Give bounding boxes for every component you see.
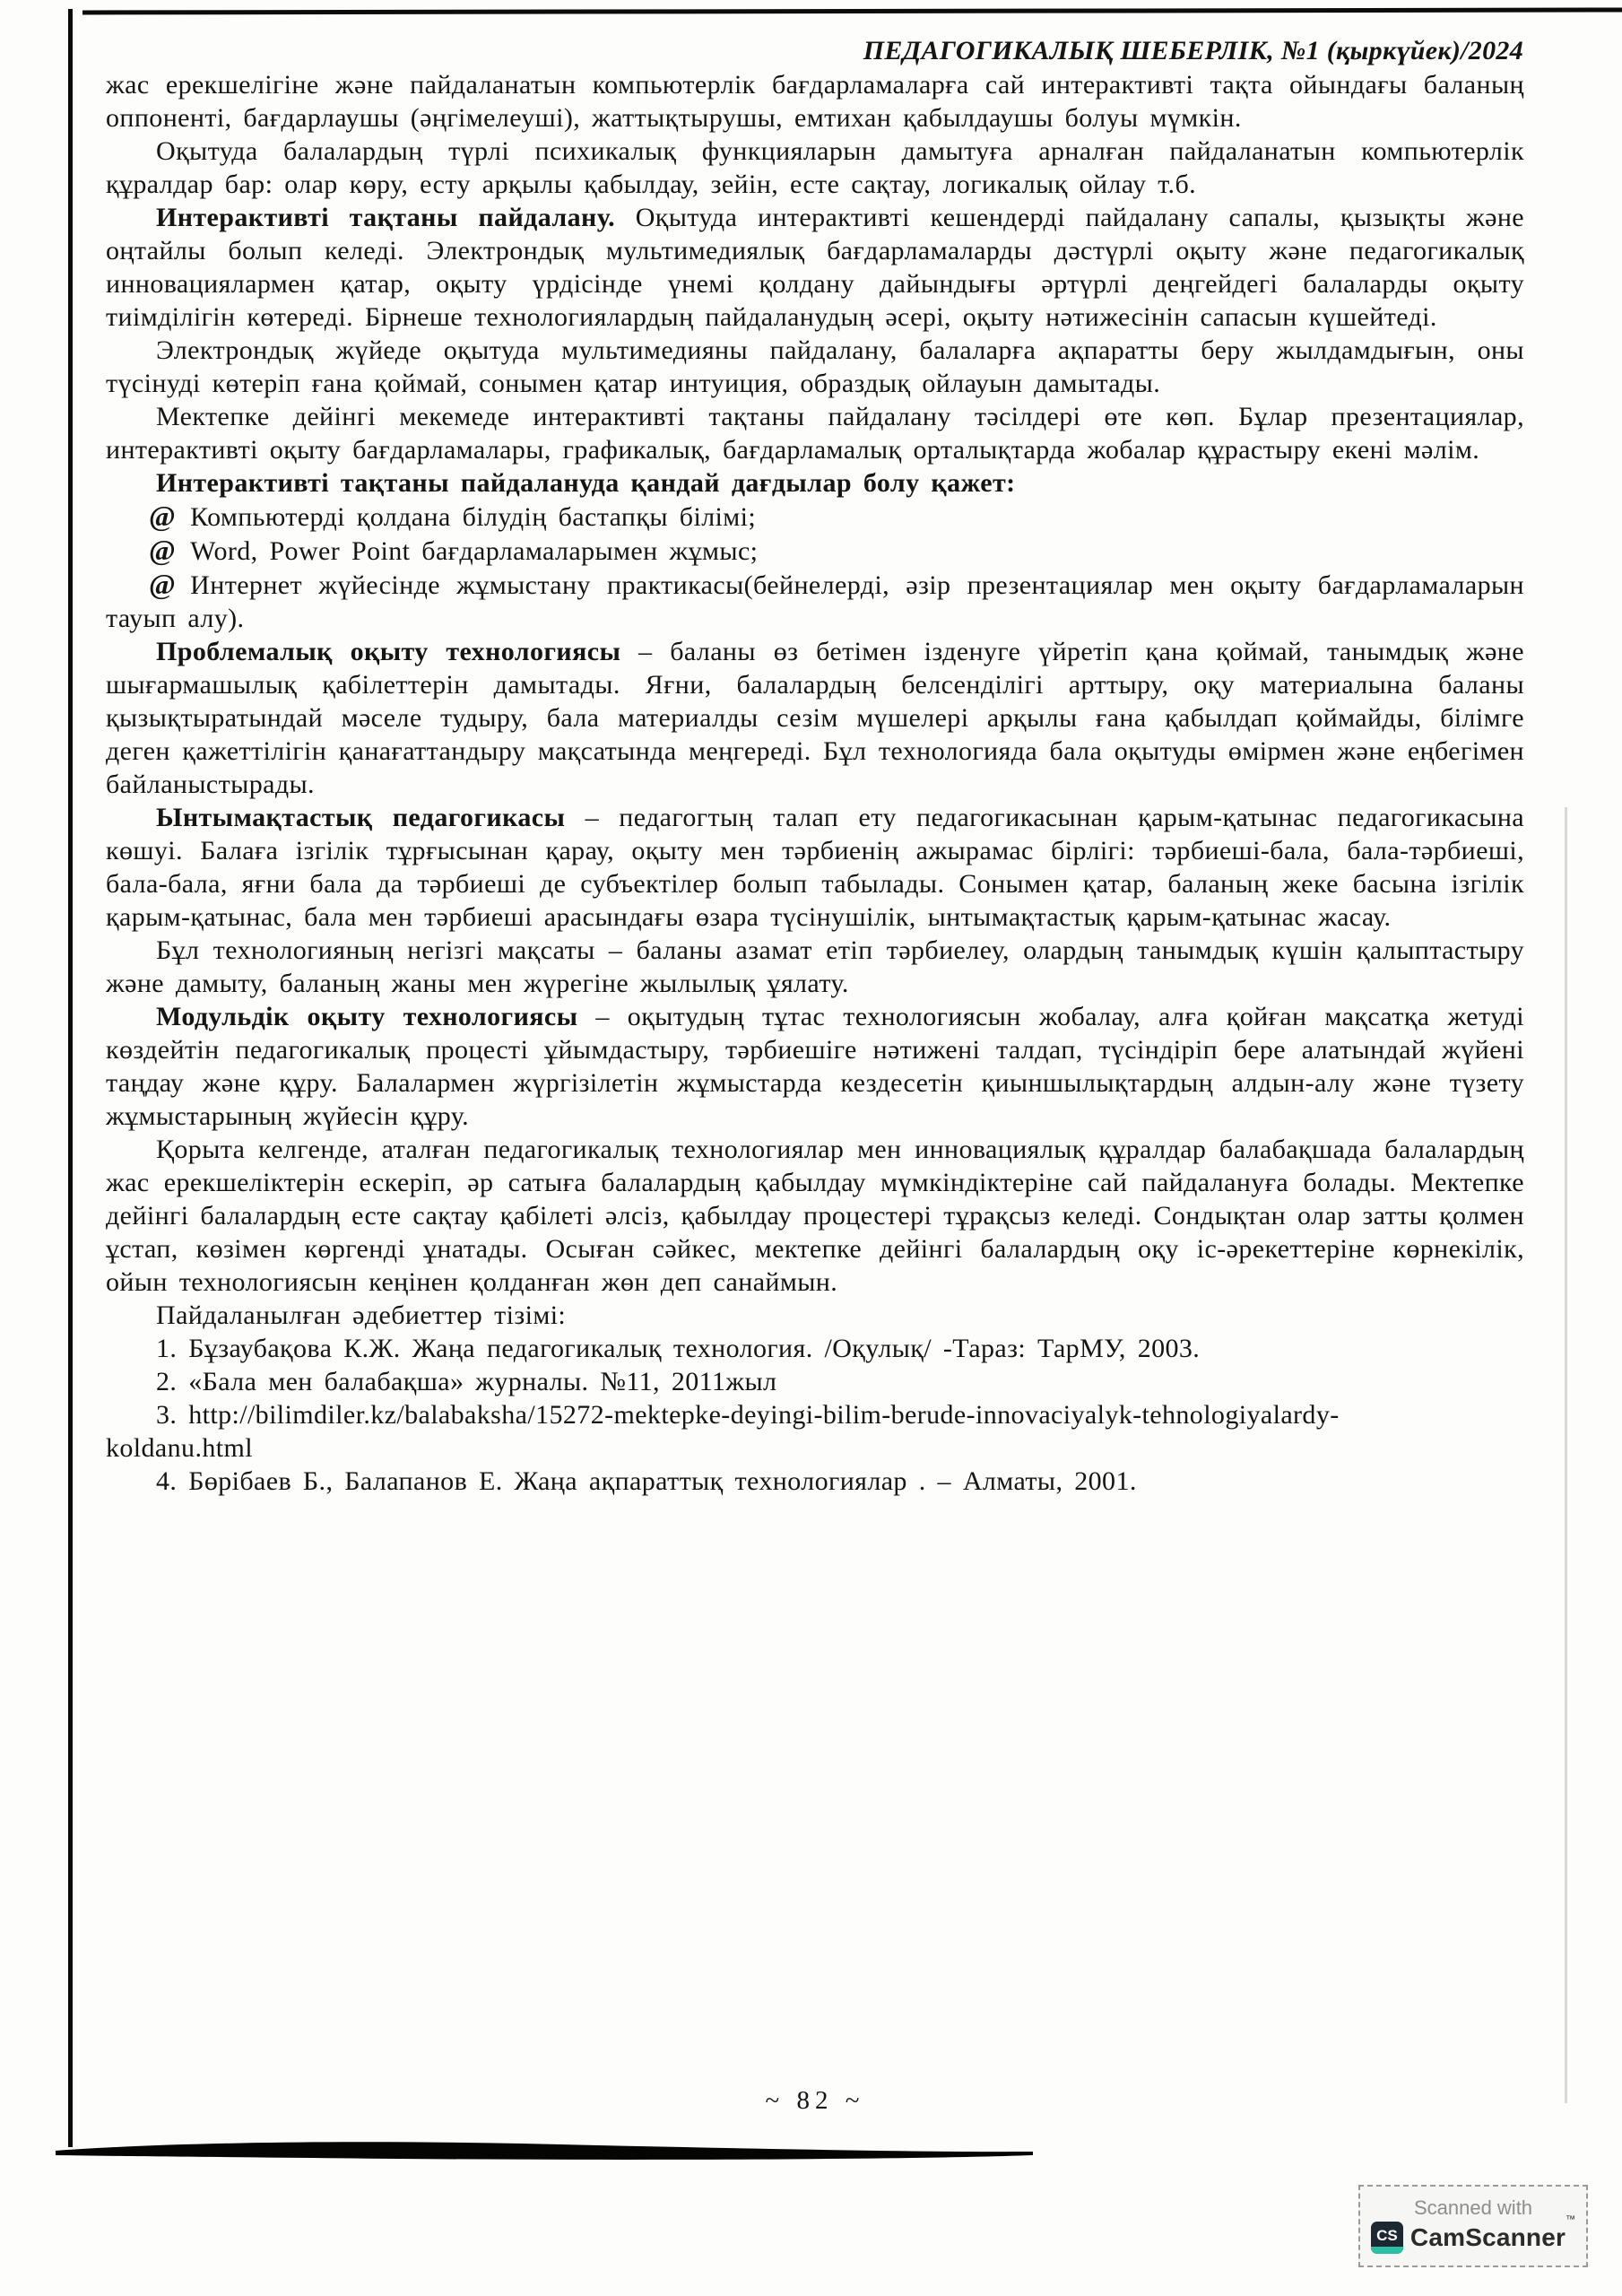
trademark-symbol: ™: [1566, 2214, 1576, 2225]
camscanner-badge: [1358, 2185, 1588, 2267]
scan-page-edge-right: [1565, 807, 1567, 2103]
skills-list-heading: Интерактивті тақтаны пайдалануда қандай дағдылар болу қажет:: [156, 468, 1016, 498]
camscanner-scanned-with-label: Scanned with: [1413, 2196, 1533, 2219]
paragraph-problem-learning: Проблемалық оқыту технологиясы – баланы өз бетімен ізденуге үйретіп қана қоймай, танымдық және шығармашылық қабілеттерін дамытады. Яғни, балалардың белсенділігі арттыру, оқу материалына баланы қызықтыратындай мәселе тудыру, бала материалды сезім мүшелері арқылы ғана қабылдап қоймайды, білімге деген қажеттілігін қанағаттандыру мақсатында меңгереді. Бұл технологияда бала оқытуды өмірмен және еңбегімен байланыстырады.: [106, 637, 1524, 799]
reference-url: 3. http://bilimdiler.kz/balabaksha/15272-mektepke-deyingi-bilim-berude-innovaciyalyk-tehnologiyalardy-: [156, 1400, 1340, 1430]
reference-item: 2. «Бала мен балабақша» журналы. №11, 2011жыл: [156, 1367, 777, 1396]
reference-item: 4. Бөрібаев Б., Балапанов Е. Жаңа ақпараттық технологиялар . – Алматы, 2001.: [156, 1466, 1137, 1496]
paragraph-lead-bold: Ынтымақтастық педагогикасы: [156, 803, 566, 832]
article-body: [106, 68, 1524, 1498]
list-item: @ Word, Power Point бағдарламаларымен жұмыс;: [149, 534, 759, 566]
scan-artifact-bottom: [56, 2140, 1042, 2163]
paragraph-cooperation-pedagogy: Ынтымақтастық педагогикасы – педагогтың талап ету педагогикасынан қарым-қатынас педагогикасына көшуі. Балаға ізгілік тұрғысынан қарау, оқыту мен тәрбиенің ажырамас бірлігі: тәрбиеші-бала, бала-тәрбиеші, бала-бала, яғни бала да тәрбиеші де субъектілер болып табылады. Сонымен қатар, баланың жеке басына ізгілік қарым-қатынас, бала мен тәрбиеші арасындағы өзара түсінушілік, ынтымақтастық қарым-қатынас жасау.: [106, 803, 1525, 932]
paragraph-lead-bold: Проблемалық оқыту технологиясы: [156, 637, 621, 666]
camscanner-logo-teal-strip: [1371, 2247, 1403, 2254]
paragraph-lead-bold: Интерактивті тақтаны пайдалану.: [156, 203, 615, 232]
reference-item: [106, 1398, 1524, 1465]
paragraph-lead-bold: Модульдік оқыту технологиясы: [156, 1002, 578, 1031]
paragraph-intro-continuation: жас ерекшелігіне және пайдаланатын компьютерлік бағдарламаларға сай интерактивті тақта ойындағы баланың оппоненті, бағдарлаушы (әңгімелеуші), жаттықтырушы, емтихан қабылдаушы болуы мүмкін.: [106, 70, 1524, 133]
list-item: @ Интернет жүйесінде жұмыстану практикасы(бейнелерді, әзір презентациялар мен оқыту бағдарламаларын тауып алу).: [106, 568, 1524, 633]
scan-border-top: [82, 8, 1622, 15]
paragraph-computer-tools: Оқытуда балалардың түрлі психикалық функцияларын дамытуға арналған пайдаланатын компьютерлік құралдар бар: олар көру, есту арқылы қабылдау, зейін, есте сақтау, логикалық ойлау т.б.: [106, 136, 1524, 199]
paragraph-interactive-board: Интерактивті тақтаны пайдалану. Оқытуда интерактивті кешендерді пайдалану сапалы, қызықты және оңтайлы болып келеді. Электрондық мультимедиялық бағдарламаларды дәстүрлі оқыту және педагогикалық инновациялармен қатар, оқыту үрдісінде үнемі қолдану дайындығы әртүрлі деңгейдегі балаларды оқыту тиімділігін көтереді. Бірнеше технологиялардың пайдаланудың әсері, оқыту нәтижесінін сапасын күшейтеді.: [106, 203, 1524, 332]
spiral-bullet-icon: @: [149, 500, 177, 532]
paragraph-preschool-methods: Мектепке дейінгі мекемеде интерактивті тақтаны пайдалану тәсілдері өте көп. Бұлар презентациялар, интерактивті оқыту бағдарламалары, графикалық, бағдарламалық орталықтарда жобалар құрастыру екені мәлім.: [106, 402, 1524, 465]
reference-item: 1. Бұзаубақова К.Ж. Жаңа педагогикалық технология. /Оқулық/ -Тараз: ТарМУ, 2003.: [156, 1334, 1201, 1363]
list-item: @ Компьютерді қолдана білудің бастапқы білімі;: [149, 500, 757, 532]
paragraph-conclusion: Қорыта келгенде, аталған педагогикалық технологиялар мен инновациялық құралдар балабақшада балалардың жас ерекшеліктерін ескеріп, әр сатыға балалардың қабылдау мүмкіндіктеріне сай пайдалануға болады. Мектепке дейінгі балалардың есте сақтау қабілеті әлсіз, қабылдау процестері тұрақсыз келеді. Сондықтан олар затты қолмен ұстап, көзімен көргенді ұнатады. Осыған сәйкес, мектепке дейінгі балалардың оқу іс-әрекеттеріне көрнекілік, ойын технологиясын кеңінен қолданған жөн деп санаймын.: [106, 1135, 1524, 1297]
paragraph-module-technology: Модульдік оқыту технологиясы – оқытудың тұтас технологиясын жобалау, алға қойған мақсатқа жетуді көздейтін педагогикалық процесті ұйымдастыру, тәрбиешіге нәтижені талдап, түсіндіріп бере алатындай жүйені таңдау және құру. Балалармен жүргізілетін жұмыстарда кездесетін қиыншылықтардың алдын-алу және түзету жұмыстарының жүйесін құру.: [106, 1002, 1524, 1131]
spiral-bullet-icon: @: [149, 534, 177, 566]
paragraph-technology-goal: Бұл технологияның негізгі мақсаты – баланы азамат етіп тәрбиелеу, олардың танымдық күшін қалыптастыру және дамыту, баланың жаны мен жүрегіне жылылық ұялату.: [106, 935, 1524, 998]
paragraph-multimedia: Электрондық жүйеде оқытуда мультимедияны пайдалану, балаларға ақпаратты беру жылдамдығын, оны түсінуді көтеріп ғана қоймай, сонымен қатар интуиция, образдық ойлауын дамытады.: [106, 335, 1524, 398]
journal-header: ПЕДАГОГИКАЛЫҚ ШЕБЕРЛІК, №1 (қыркүйек)/2024: [863, 36, 1523, 65]
camscanner-logo-icon: CS: [1371, 2222, 1403, 2254]
reference-url-wrap: koldanu.html: [106, 1433, 253, 1463]
camscanner-brand-label: CamScanner: [1409, 2223, 1566, 2251]
spiral-bullet-icon: @: [149, 568, 177, 600]
scan-border-left: [68, 9, 73, 2147]
references-heading: Пайдаланылған әдебиеттер тізімі:: [156, 1300, 567, 1330]
page-number: ~ 82 ~: [765, 2086, 865, 2115]
